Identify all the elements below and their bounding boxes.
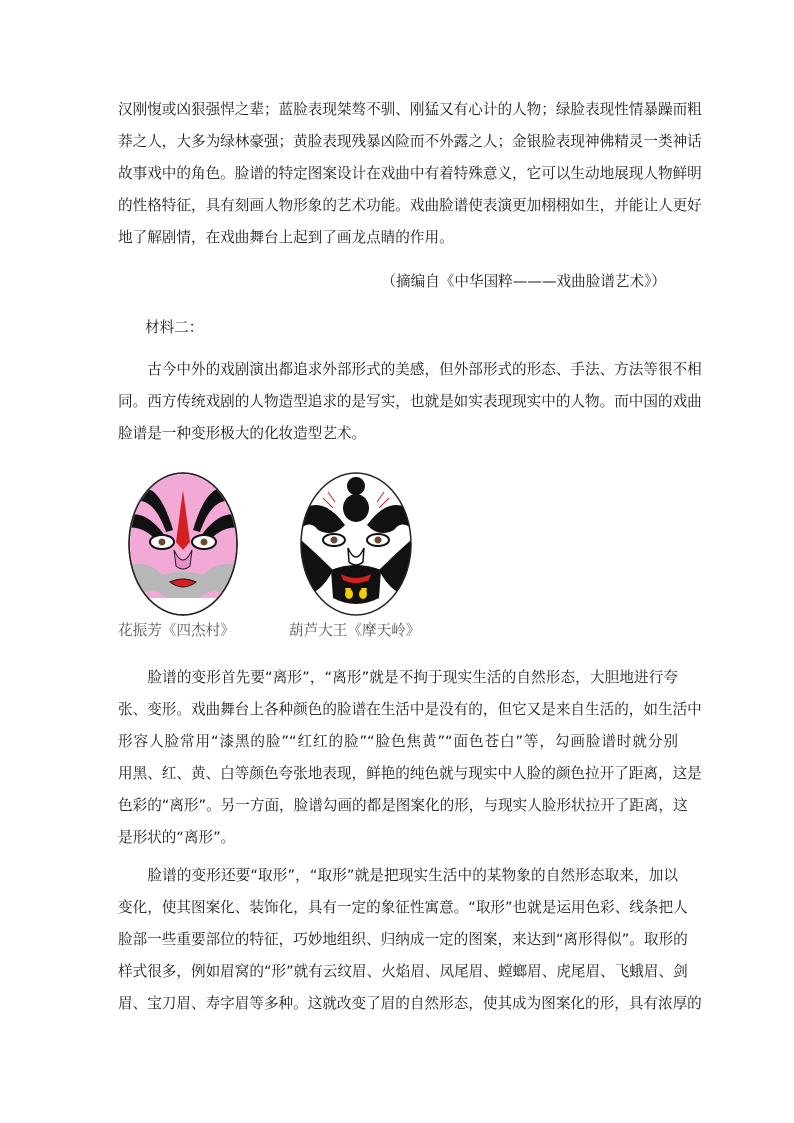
text-line: 样式很多，例如眉窝的“形”就有云纹眉、火焰眉、凤尾眉、螳螂眉、虎尾眉、飞蛾眉、剑	[118, 963, 688, 980]
text-line: 故事戏中的角色。脸谱的特定图案设计在戏曲中有着特殊意义，它可以生动地展现人物鲜明	[118, 165, 702, 182]
opera-mask-image-hulu-dawang	[293, 470, 419, 618]
source-citation: （摘编自《中华国粹———戏曲脸谱艺术》）	[381, 273, 666, 290]
text-line: 用黑、红、黄、白等颜色夸张地表现，鲜艳的纯色就与现实中人脸的颜色拉开了距离，这是	[118, 765, 702, 782]
opera-mask-image-hua-zhenfang	[118, 470, 248, 618]
text-line: 汉刚愎或凶狠强悍之辈；蓝脸表现桀骜不驯、刚猛又有心计的人物；绿脸表现性情暴躁而粗	[118, 101, 702, 118]
text-line: 古今中外的戏剧演出都追求外部形式的美感，但外部形式的形态、手法、方法等很不相	[118, 361, 702, 378]
text-line: 地了解剧情，在戏曲舞台上起到了画龙点睛的作用。	[118, 229, 454, 246]
text-line: 脸谱的变形还要“取形”，“取形”就是把现实生活中的某物象的自然形态取来，加以	[118, 867, 678, 884]
text-line: 形容人脸常用“漆黑的脸”“红红的脸”“脸色焦黄”“面色苍白”等，勾画脸谱时就分别	[118, 733, 678, 750]
paragraph-qu-xing	[118, 860, 702, 1020]
text-line: 变化，使其图案化、装饰化，具有一定的象征性寓意。“取形”也就是运用色彩、线条把人	[118, 899, 688, 916]
text-line: 张、变形。戏曲舞台上各种颜色的脸谱在生活中是没有的，但它又是来自生活的，如生活中	[118, 701, 702, 718]
text-line: 脸谱的变形首先要“离形”，“离形”就是不拘于现实生活的自然形态，大胆地进行夸	[118, 669, 678, 686]
section-label: 材料二：	[145, 319, 204, 336]
text-line: 莽之人，大多为绿林豪强；黄脸表现残暴凶险而不外露之人；金银脸表现神佛精灵一类神话	[118, 133, 702, 150]
caption-mask-hulu-dawang: 葫芦大王《摩天岭》	[289, 622, 421, 639]
text-line: 色彩的“离形”。另一方面，脸谱勾画的都是图案化的形，与现实人脸形状拉开了距离，这	[118, 797, 688, 814]
text-line: 脸谱是一种变形极大的化妆造型艺术。	[118, 425, 367, 442]
paragraph-continued	[118, 94, 702, 254]
paragraph-li-xing	[118, 662, 702, 854]
text-line: 是形状的“离形”。	[118, 829, 236, 846]
text-line: 同。西方传统戏剧的人物造型追求的是写实，也就是如实表现现实中的人物。而中国的戏曲	[118, 393, 702, 410]
caption-mask-hua-zhenfang: 花振芳《四杰村》	[118, 622, 235, 639]
text-line: 眉、宝刀眉、寿字眉等多种。这就改变了眉的自然形态，使其成为图案化的形，具有浓厚的	[118, 995, 702, 1012]
paragraph-intro	[118, 354, 702, 450]
text-line: 脸部一些重要部位的特征，巧妙地组织、归纳成一定的图案，来达到“离形得似”。取形的	[118, 931, 688, 948]
text-line: 的性格特征，具有刻画人物形象的艺术功能。戏曲脸谱使表演更加栩栩如生，并能让人更好	[118, 197, 702, 214]
